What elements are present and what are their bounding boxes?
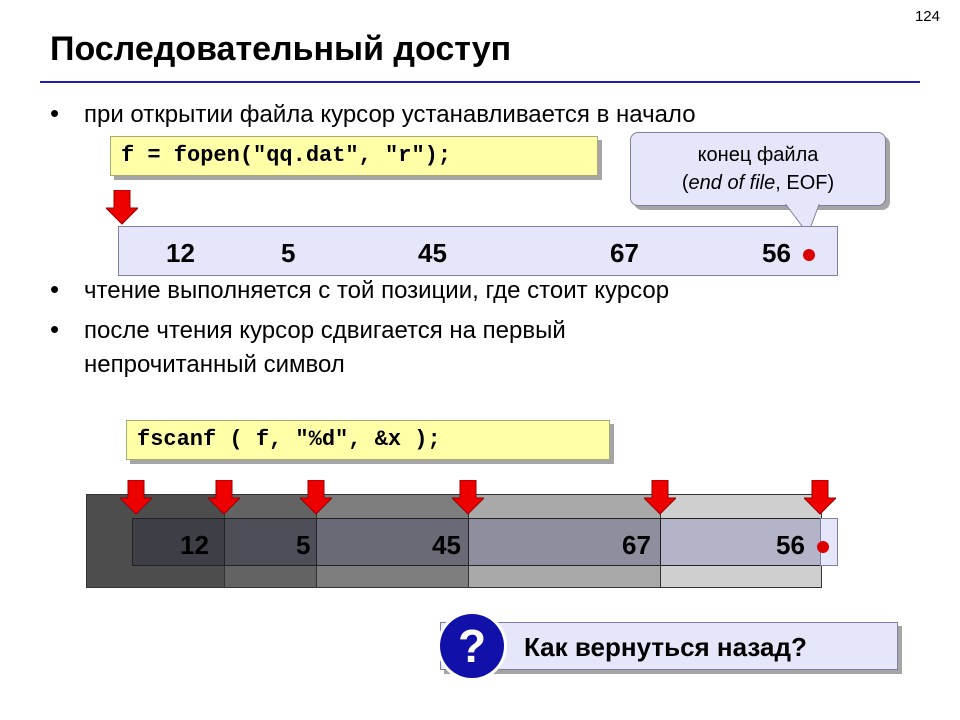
- eof-marker: [817, 541, 829, 553]
- bottom-tape-value: 12: [180, 530, 209, 560]
- slide-title: Последовательный доступ: [50, 30, 512, 68]
- bottom-tape-value: 56: [776, 530, 805, 560]
- question-text: Как вернуться назад?: [524, 632, 807, 662]
- eof-callout-rest: , EOF): [775, 172, 835, 194]
- eof-callout-paren: (: [681, 172, 689, 194]
- eof-marker: [803, 249, 815, 261]
- eof-callout-italic: end of file: [688, 172, 776, 194]
- title-rule: [40, 81, 920, 83]
- tape-value: 67: [610, 238, 639, 268]
- bullet-text-1: при открытии файла курсор устанавливается в начало: [84, 101, 696, 128]
- bullet-dot: •: [50, 98, 60, 128]
- tape-value: 5: [281, 238, 296, 268]
- bottom-tape-value: 45: [432, 530, 461, 560]
- bullet-text-2: чтение выполняется с той позиции, где стоит курсор: [84, 277, 670, 304]
- code-fscanf: fscanf ( f, "%d", &x );: [126, 420, 610, 460]
- eof-callout-line1: конец файла: [697, 144, 819, 166]
- bottom-tape-value: 5: [296, 530, 311, 560]
- cursor-arrow-icon: [120, 480, 152, 516]
- page-number: 124: [914, 8, 940, 25]
- tape-value: 56: [762, 238, 791, 268]
- tape-value: 12: [166, 238, 195, 268]
- cursor-arrow-icon: [452, 480, 484, 516]
- cursor-arrow-icon: [208, 480, 240, 516]
- bottom-tape-value: 67: [622, 530, 651, 560]
- cursor-arrow-icon: [644, 480, 676, 516]
- cursor-arrow-icon: [300, 480, 332, 516]
- bullet-text-3: после чтения курсор сдвигается на первый непрочитанный символ: [84, 317, 566, 378]
- cursor-arrow-icon: [106, 190, 138, 226]
- code-fopen: f = fopen("qq.dat", "r");: [110, 136, 598, 176]
- bottom-tape-segment: [132, 518, 226, 566]
- question-icon: ?: [440, 614, 504, 678]
- cursor-arrow-icon: [804, 480, 836, 516]
- tape-value: 45: [418, 238, 447, 268]
- file-tape: [118, 226, 838, 276]
- bullet-dot: •: [50, 274, 60, 304]
- bullet-dot: •: [50, 314, 60, 344]
